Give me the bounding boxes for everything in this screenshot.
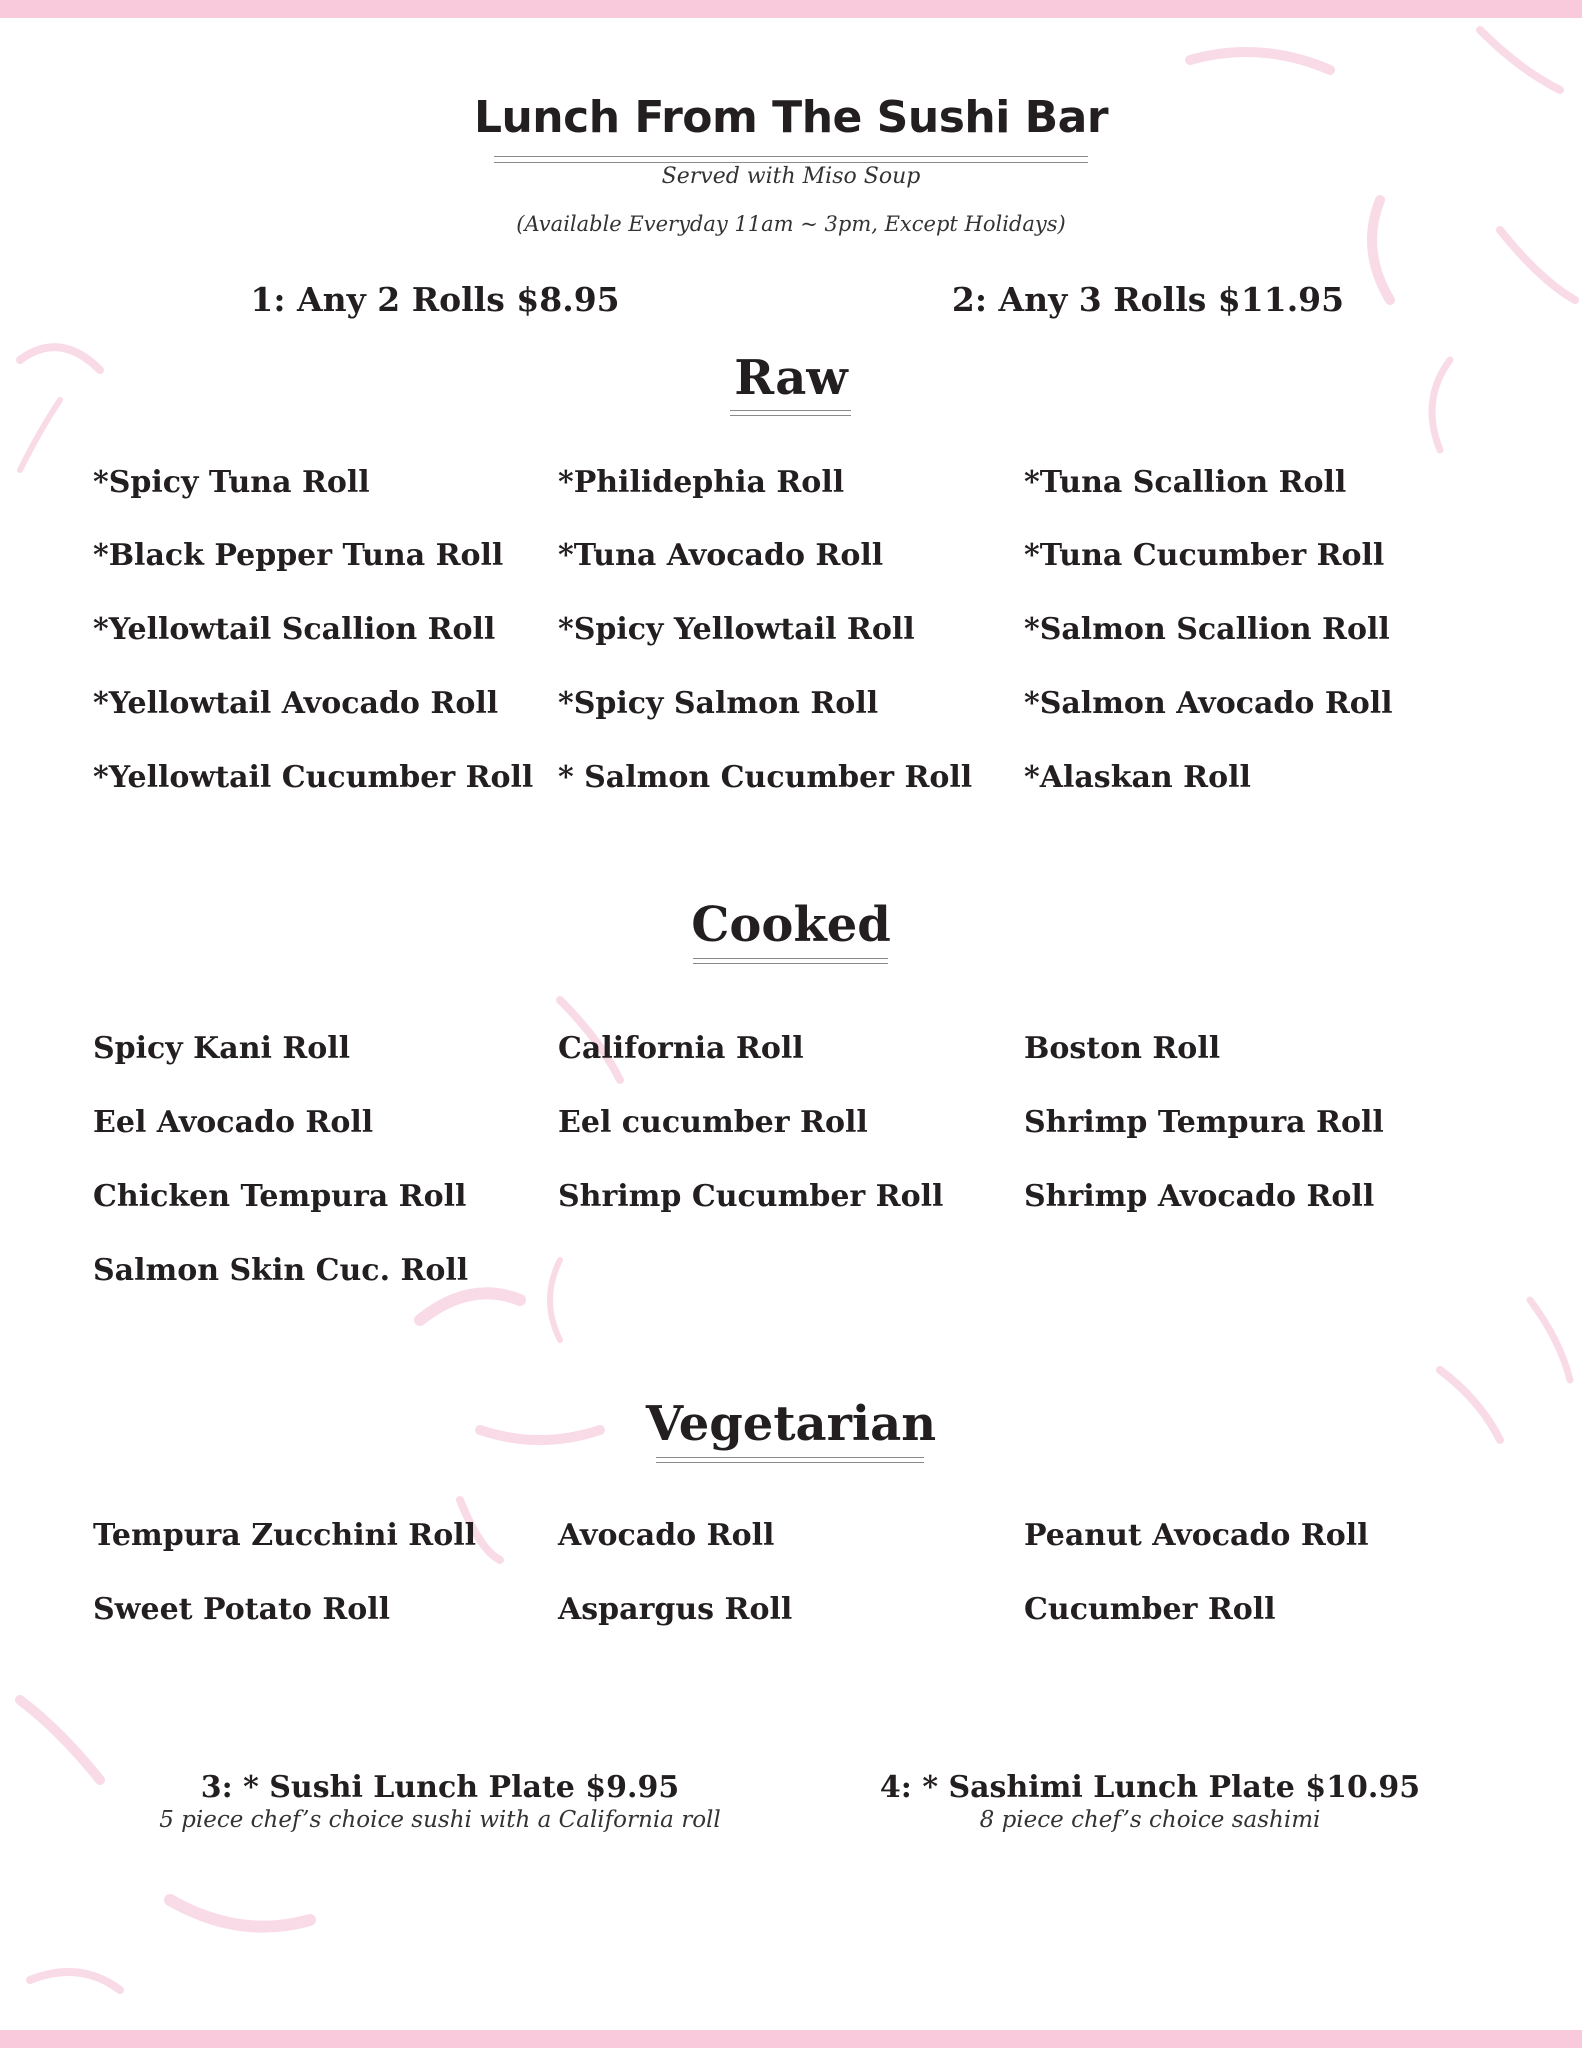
- cooked-heading: Cooked: [691, 897, 891, 953]
- sashimi-plate-name: 4: * Sashimi Lunch Plate $10.95: [879, 1770, 1421, 1805]
- list-item: *Salmon Avocado Roll: [1024, 686, 1393, 721]
- list-item: *Tuna Cucumber Roll: [1024, 538, 1385, 573]
- list-item: Shrimp Cucumber Roll: [558, 1179, 944, 1214]
- list-item: Eel Avocado Roll: [93, 1105, 374, 1140]
- list-item: Chicken Tempura Roll: [93, 1179, 467, 1214]
- sushi-plate-desc: 5 piece chef’s choice sushi with a California roll: [159, 1807, 721, 1833]
- list-item: *Alaskan Roll: [1024, 760, 1251, 795]
- list-item: *Spicy Salmon Roll: [558, 686, 879, 721]
- list-item: Cucumber Roll: [1024, 1592, 1276, 1627]
- deal-two-rolls: 1: Any 2 Rolls $8.95: [250, 280, 620, 319]
- list-item: *Tuna Scallion Roll: [1024, 465, 1347, 500]
- list-item: Peanut Avocado Roll: [1024, 1518, 1369, 1553]
- list-item: Spicy Kani Roll: [93, 1031, 351, 1066]
- list-item: Aspargus Roll: [558, 1592, 793, 1627]
- list-item: Boston Roll: [1024, 1031, 1221, 1066]
- vegetarian-heading-rule: [656, 1457, 924, 1463]
- list-item: California Roll: [558, 1031, 804, 1066]
- list-item: Salmon Skin Cuc. Roll: [93, 1253, 469, 1288]
- availability-note: (Available Everyday 11am ~ 3pm, Except Holidays): [516, 212, 1066, 236]
- list-item: Tempura Zucchini Roll: [93, 1518, 477, 1553]
- list-item: *Yellowtail Cucumber Roll: [93, 760, 534, 795]
- page-title: Lunch From The Sushi Bar: [473, 92, 1109, 143]
- list-item: Shrimp Avocado Roll: [1024, 1179, 1375, 1214]
- list-item: *Yellowtail Scallion Roll: [93, 612, 496, 647]
- raw-heading-rule: [730, 410, 851, 416]
- list-item: *Yellowtail Avocado Roll: [93, 686, 499, 721]
- list-item: *Spicy Yellowtail Roll: [558, 612, 915, 647]
- list-item: Shrimp Tempura Roll: [1024, 1105, 1384, 1140]
- list-item: Avocado Roll: [558, 1518, 775, 1553]
- list-item: *Spicy Tuna Roll: [93, 465, 370, 500]
- bottom-pink-border: [0, 2030, 1582, 2048]
- subtitle: Served with Miso Soup: [661, 164, 921, 189]
- title-underline: [494, 156, 1088, 163]
- list-item: *Tuna Avocado Roll: [558, 538, 884, 573]
- sashimi-plate-desc: 8 piece chef’s choice sashimi: [979, 1807, 1321, 1833]
- sushi-plate-name: 3: * Sushi Lunch Plate $9.95: [200, 1770, 680, 1805]
- list-item: *Salmon Scallion Roll: [1024, 612, 1390, 647]
- list-item: *Black Pepper Tuna Roll: [93, 538, 504, 573]
- vegetarian-heading: Vegetarian: [645, 1396, 937, 1452]
- list-item: *Philidephia Roll: [558, 465, 845, 500]
- list-item: Sweet Potato Roll: [93, 1592, 391, 1627]
- cooked-heading-rule: [693, 958, 888, 964]
- top-pink-border: [0, 0, 1582, 18]
- list-item: Eel cucumber Roll: [558, 1105, 868, 1140]
- sushi-lunch-plate: [140, 1770, 740, 1833]
- sashimi-lunch-plate: [870, 1770, 1430, 1833]
- list-item: * Salmon Cucumber Roll: [558, 760, 973, 795]
- raw-heading: Raw: [734, 350, 848, 406]
- deal-three-rolls: 2: Any 3 Rolls $11.95: [951, 280, 1345, 319]
